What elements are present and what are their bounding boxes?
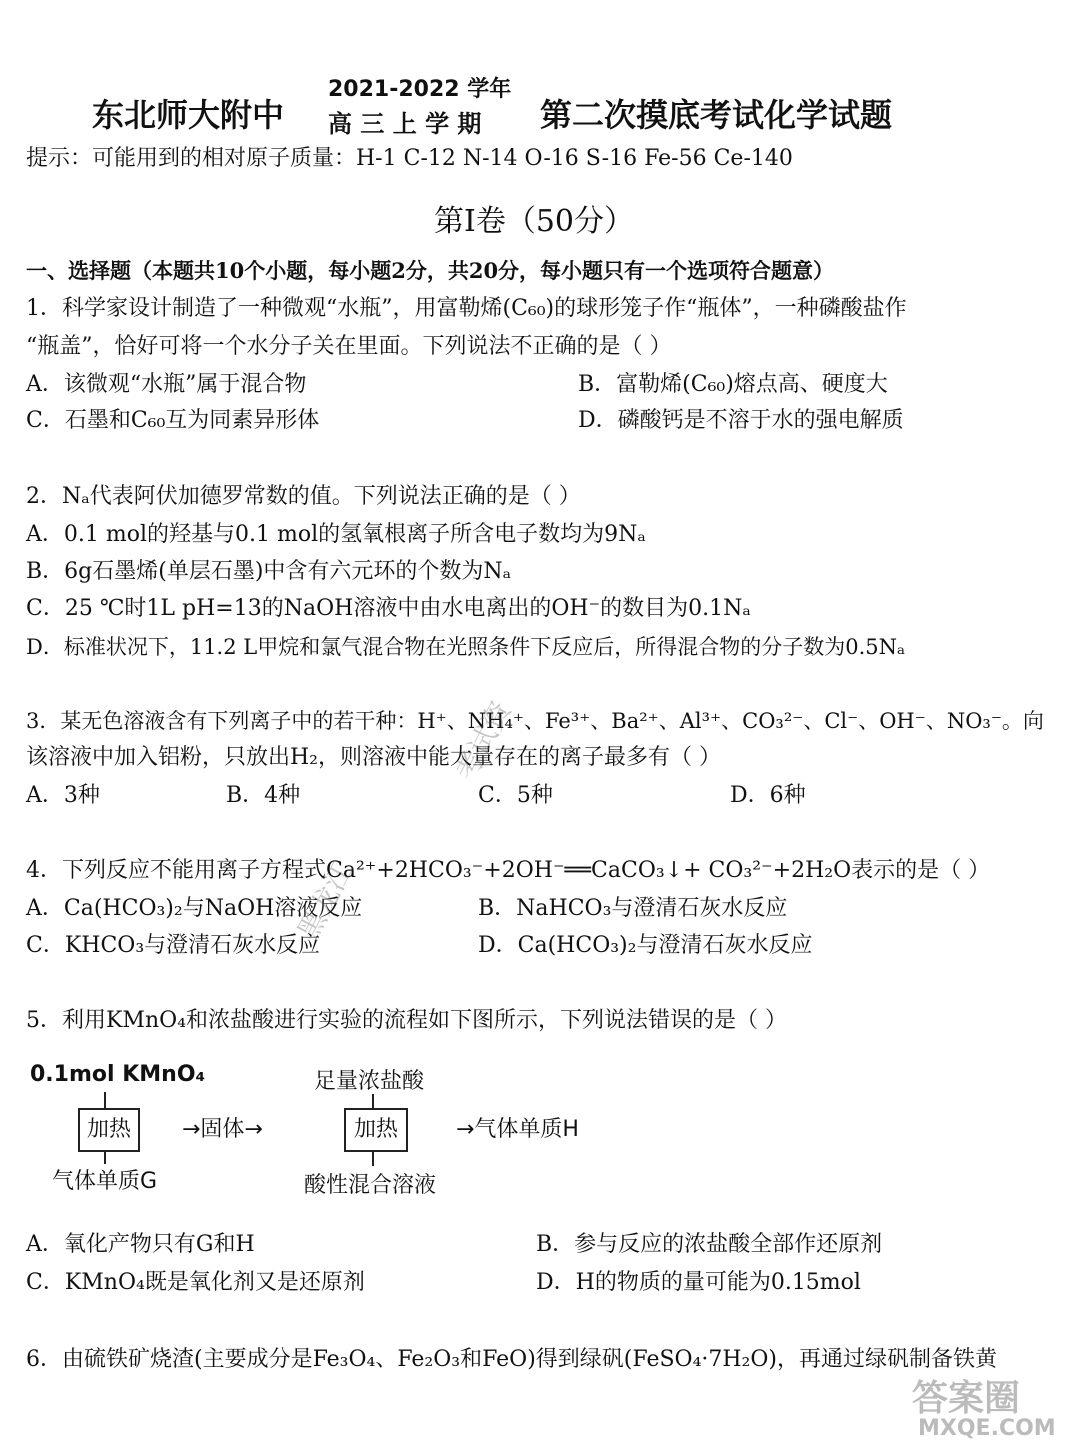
- q3-stem-line1: 3．某无色溶液含有下列离子中的若干种：H⁺、NH₄⁺、Fe³⁺、Ba²⁺、Al³⁺、CO₃²⁻、Cl⁻、OH⁻、NO₃⁻。向: [26, 709, 1044, 733]
- watermark-text-2: 考试资: [449, 695, 518, 786]
- watermark-site: MXQE.COM: [918, 1416, 1056, 1441]
- q4-option-b: B．NaHCO₃与澄清石灰水反应: [478, 896, 788, 921]
- q3-option-a: A．3种: [26, 783, 100, 808]
- flow-heat-box-1: 加热: [78, 1108, 140, 1152]
- q5-option-a: A．氧化产物只有G和H: [26, 1232, 255, 1257]
- atomic-mass-hint: 提示：可能用到的相对原子质量：H-1 C-12 N-14 O-16 S-16 Fe-56 Ce-140: [26, 146, 793, 171]
- q1-stem-line2: “瓶盖”，恰好可将一个水分子关在里面。下列说法不正确的是（ ）: [26, 334, 672, 359]
- q6-stem: 6．由硫铁矿烧渣(主要成分是Fe₃O₄、Fe₂O₃和FeO)得到绿矾(FeSO₄·7H₂O)，再通过绿矾制备铁黄: [26, 1347, 997, 1372]
- q1-stem-line1: 1．科学家设计制造了一种微观“水瓶”，用富勒烯(C₆₀)的球形笼子作“瓶体”，一种磷酸盐作: [26, 296, 907, 321]
- flow-reagent-hcl: 足量浓盐酸: [314, 1069, 425, 1094]
- volume-title: 第Ⅰ卷（50分）: [434, 204, 635, 239]
- arrow-down-3: [372, 1094, 374, 1108]
- arrow-down-4: [372, 1150, 374, 1166]
- q2-stem: 2．Nₐ代表阿伏加德罗常数的值。下列说法正确的是（ ）: [26, 484, 581, 509]
- q4-option-a: A．Ca(HCO₃)₂与NaOH溶液反应: [26, 896, 363, 921]
- exam-title: 第二次摸底考试化学试题: [540, 96, 893, 134]
- q1-option-a: A．该微观“水瓶”属于混合物: [26, 372, 307, 397]
- academic-year: 2021-2022 学年: [328, 77, 512, 102]
- section-heading: 一、选择题（本题共10个小题，每小题2分，共20分，每小题只有一个选项符合题意）: [26, 258, 835, 283]
- q3-option-c: C．5种: [478, 783, 553, 808]
- q1-option-d: D．磷酸钙是不溶于水的强电解质: [578, 408, 904, 433]
- q3-stem-line2: 该溶液中加入铝粉，只放出H₂，则溶液中能大量存在的离子最多有（ ）: [26, 745, 722, 770]
- q4-option-d: D．Ca(HCO₃)₂与澄清石灰水反应: [478, 933, 813, 958]
- q5-stem: 5．利用KMnO₄和浓盐酸进行实验的流程如下图所示，下列说法错误的是（ ）: [26, 1008, 787, 1033]
- flow-heat-box-2: 加热: [344, 1108, 408, 1152]
- school-name: 东北师大附中: [92, 96, 285, 134]
- watermark-logo: [912, 1370, 1072, 1450]
- q5-option-d: D．H的物质的量可能为0.15mol: [536, 1270, 861, 1295]
- flow-gas-h: →气体单质H: [456, 1117, 579, 1142]
- q3-option-b: B．4种: [226, 783, 301, 808]
- flow-start-kmno4: 0.1mol KMnO₄: [30, 1062, 206, 1087]
- q2-option-d: D．标准状况下，11.2 L甲烷和氯气混合物在光照条件下反应后，所得混合物的分子数为0.5Nₐ: [26, 635, 906, 659]
- q5-option-b: B．参与反应的浓盐酸全部作还原剂: [536, 1232, 883, 1257]
- q1-option-c: C．石墨和C₆₀互为同素异形体: [26, 408, 320, 433]
- q2-option-a: A．0.1 mol的羟基与0.1 mol的氢氧根离子所含电子数均为9Nₐ: [26, 522, 646, 547]
- flow-gas-g: 气体单质G: [52, 1169, 158, 1194]
- flow-acidic-mixture: 酸性混合溶液: [304, 1173, 437, 1198]
- arrow-down-1: [104, 1092, 106, 1108]
- watermark-logo-text: 答案圈: [912, 1378, 1021, 1419]
- term: 高 三 上 学 期: [328, 109, 482, 138]
- flow-solid: →固体→: [182, 1117, 263, 1142]
- arrow-down-2: [104, 1150, 106, 1164]
- q4-option-c: C．KHCO₃与澄清石灰水反应: [26, 933, 321, 958]
- q1-option-b: B．富勒烯(C₆₀)熔点高、硬度大: [578, 372, 888, 397]
- q2-option-b: B．6g石墨烯(单层石墨)中含有六元环的个数为Nₐ: [26, 559, 512, 584]
- q2-option-c: C．25 ℃时1L pH=13的NaOH溶液中由水电离出的OH⁻的数目为0.1Nₐ: [26, 596, 751, 621]
- q3-option-d: D．6种: [730, 783, 806, 808]
- watermark-text-1: 黑龙江: [291, 855, 360, 946]
- q4-stem: 4．下列反应不能用离子方程式Ca²⁺+2HCO₃⁻+2OH⁻══CaCO₃↓+ CO₃²⁻+2H₂O表示的是（ ）: [26, 858, 991, 883]
- q5-option-c: C．KMnO₄既是氧化剂又是还原剂: [26, 1270, 365, 1295]
